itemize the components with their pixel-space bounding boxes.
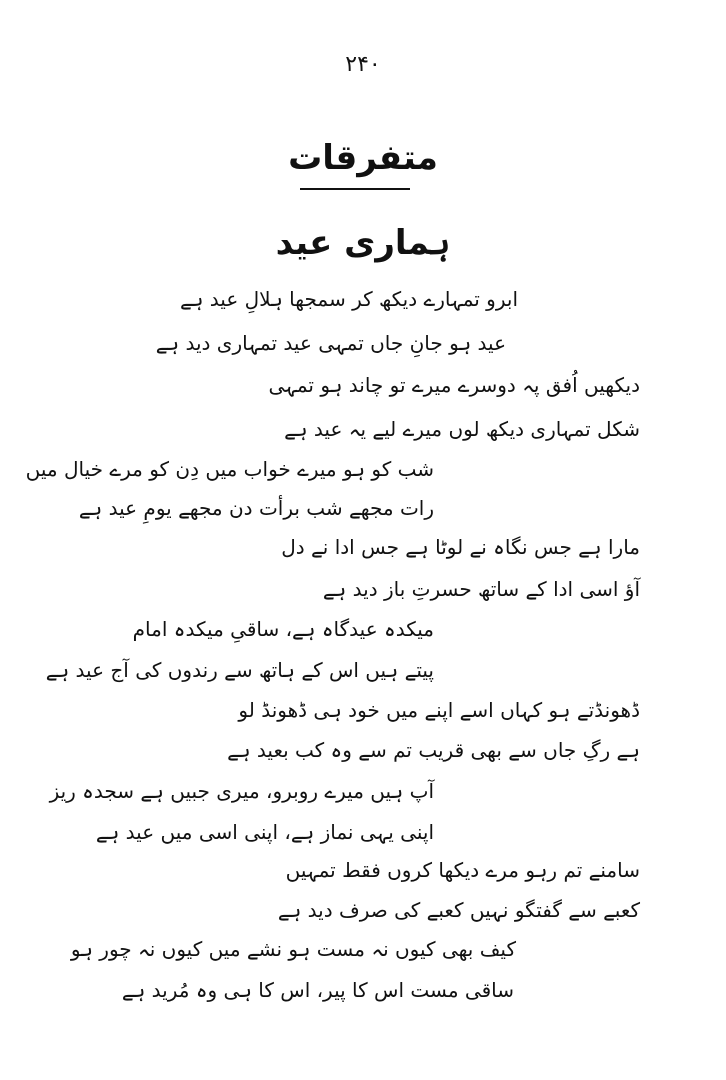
poem-title: ہماری عید [275, 223, 451, 263]
verse-line: آؤ اسی ادا کے ساتھ حسرتِ باز دید ہے [322, 577, 640, 601]
verse-line: میکدہ عیدگاہ ہے، ساقیِ میکدہ امام [132, 617, 434, 641]
verse-line: ساقی مست اس کا پیر، اس کا ہی وہ مُرید ہے [121, 978, 514, 1002]
verse-line: ہے رگِ جاں سے بھی قریب تم سے وہ کب بعید ہے [227, 738, 640, 762]
title-underline [300, 188, 410, 190]
verse-line: کیف بھی کیوں نہ مست ہو نشے میں کیوں نہ چور ہو [70, 937, 516, 961]
verse-line: سامنے تم رہو مرے دیکھا کروں فقط تمہیں [285, 858, 640, 882]
verse-line: ڈھونڈتے ہو کہاں اسے اپنے میں خود ہی ڈھونڈ لو [238, 698, 640, 722]
section-title: متفرقات [288, 138, 438, 178]
verse-line: شکل تمہاری دیکھ لوں میرے لیے یہ عید ہے [284, 417, 640, 441]
verse-line: اپنی یہی نماز ہے، اپنی اسی میں عید ہے [95, 820, 434, 844]
verse-line: مارا ہے جس نگاہ نے لوٹا ہے جس ادا نے دل [281, 535, 640, 559]
page-number: ۲۴۰ [345, 52, 381, 77]
verse-line: کعبے سے گفتگو نہیں کعبے کی صرف دید ہے [277, 898, 640, 922]
verse-line: عید ہو جانِ جاں تمہی عید تمہاری دید ہے [155, 331, 506, 355]
verse-line: رات مجھے شب برأت دن مجھے یومِ عید ہے [78, 496, 434, 520]
verse-line: پیتے ہیں اس کے ہاتھ سے رندوں کی آج عید ہے [45, 658, 434, 682]
verse-line: ابرو تمہارے دیکھ کر سمجھا ہلالِ عید ہے [180, 287, 518, 311]
verse-line: دیکھیں اُفق پہ دوسرے میرے تو چاند ہو تمہی [268, 373, 640, 397]
verse-line: شب کو ہو میرے خواب میں دِن کو مرے خیال میں [25, 457, 434, 481]
verse-line: آپ ہیں میرے روبرو، میری جبیں ہے سجدہ ریز [49, 779, 434, 803]
